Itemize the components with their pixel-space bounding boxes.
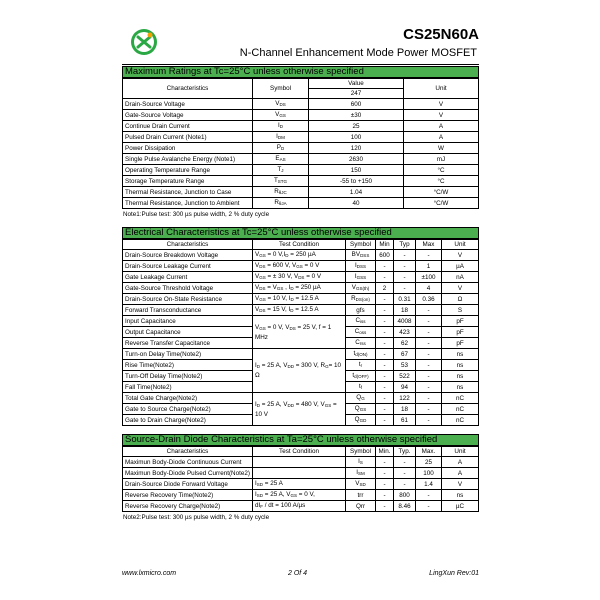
col-test-condition: Test Condition	[253, 447, 346, 457]
cell-typ: 61	[394, 415, 416, 426]
cell-symbol: $BV_{DSS}$	[346, 250, 376, 261]
cell-symbol: $I_{DM}$	[253, 132, 309, 143]
cell-characteristic: Input Capacitance	[123, 316, 253, 327]
cell-value: ±30	[309, 110, 404, 121]
cell-min: -	[376, 490, 394, 501]
cell-test-condition: $V_{GS} = 0$ V, $V_{DS} = 25$ V, f = 1 MHz	[253, 316, 346, 349]
col-characteristics: Characteristics	[123, 79, 253, 99]
cell-unit: pF	[442, 327, 479, 338]
cell-unit: V	[404, 99, 479, 110]
cell-typ: 67	[394, 349, 416, 360]
cell-min: -	[376, 393, 394, 404]
cell-typ: -	[394, 457, 416, 468]
cell-unit: ns	[442, 371, 479, 382]
cell-test-condition: $I_{SD} = 25$ A	[253, 479, 346, 490]
diode-table	[122, 446, 479, 512]
cell-characteristic: Gate Leakage Current	[123, 272, 253, 283]
cell-characteristic: Drain-Source Leakage Current	[123, 261, 253, 272]
cell-test-condition: $dI_F$ / dt = 100 A/µs	[253, 501, 346, 512]
col-unit: Unit	[442, 240, 479, 250]
cell-unit: ns	[442, 382, 479, 393]
cell-min: -	[376, 382, 394, 393]
cell-unit: pF	[442, 316, 479, 327]
cell-typ: -	[394, 272, 416, 283]
cell-characteristic: Rise Time(Note2)	[123, 360, 253, 371]
cell-symbol: $V_{SD}$	[346, 479, 376, 490]
col-characteristics: Characteristics	[123, 240, 253, 250]
table-row	[123, 110, 479, 121]
cell-min: -	[376, 457, 394, 468]
cell-typ: -	[394, 468, 416, 479]
table-row	[123, 99, 479, 110]
cell-value: 40	[309, 198, 404, 209]
cell-test-condition: $V_{GS}$ = ± 30 V, $V_{DS} = 0$ V	[253, 272, 346, 283]
cell-unit: nA	[442, 272, 479, 283]
cell-test-condition: $I_{SD} = 25$ A, $V_{GS} = 0$ V,	[253, 490, 346, 501]
cell-min: -	[376, 349, 394, 360]
cell-max: 100	[416, 468, 442, 479]
cell-min: -	[376, 468, 394, 479]
cell-max: -	[416, 393, 442, 404]
cell-value: 150	[309, 165, 404, 176]
table-row	[123, 132, 479, 143]
table-row	[123, 479, 479, 490]
cell-symbol: $T_{STG}$	[253, 176, 309, 187]
cell-min: -	[376, 305, 394, 316]
cell-max: -	[416, 371, 442, 382]
cell-max: -	[416, 316, 442, 327]
cell-symbol: $Q_{GS}$	[346, 404, 376, 415]
table-row	[123, 165, 479, 176]
col-package: 247	[309, 89, 404, 99]
cell-unit: nC	[442, 393, 479, 404]
cell-value: 2630	[309, 154, 404, 165]
cell-characteristic: Maximun Body-Diode Continuous Current	[123, 457, 253, 468]
cell-characteristic: Operating Temperature Range	[123, 165, 253, 176]
cell-characteristic: Storage Temperature Range	[123, 176, 253, 187]
note1: Note1:Pulse test: 300 µs pulse width, 2 % duty cycle	[123, 211, 270, 218]
electrical-table	[122, 239, 479, 426]
cell-characteristic: Drain-Source Voltage	[123, 99, 253, 110]
cell-characteristic: Output Capacitance	[123, 327, 253, 338]
cell-symbol: trr	[346, 490, 376, 501]
cell-characteristic: Drain-Source Diode Forward Voltage	[123, 479, 253, 490]
cell-max: 0.36	[416, 294, 442, 305]
cell-min: 2	[376, 283, 394, 294]
cell-min: -	[376, 261, 394, 272]
cell-max: ±100	[416, 272, 442, 283]
cell-unit: mJ	[404, 154, 479, 165]
cell-unit: V	[404, 110, 479, 121]
table-row	[123, 283, 479, 294]
cell-characteristic: Pulsed Drain Current (Note1)	[123, 132, 253, 143]
col-test-condition: Test Condition	[253, 240, 346, 250]
cell-test-condition: $I_D = 25$ A, $V_{DD} = 480$ V, $V_{GS} = 10$ V	[253, 393, 346, 426]
cell-value: 100	[309, 132, 404, 143]
cell-max: -	[416, 250, 442, 261]
table-row	[123, 393, 479, 404]
cell-unit: A	[404, 132, 479, 143]
col-symbol: Symbol	[346, 240, 376, 250]
cell-max: -	[416, 415, 442, 426]
cell-unit: ns	[442, 360, 479, 371]
col-unit: Unit	[442, 447, 479, 457]
cell-typ: 4008	[394, 316, 416, 327]
table-row	[123, 187, 479, 198]
footer-company: LingXun Rev:01	[429, 570, 479, 577]
cell-min: -	[376, 479, 394, 490]
cell-min: -	[376, 415, 394, 426]
cell-min: -	[376, 316, 394, 327]
header-row	[123, 240, 479, 250]
cell-test-condition: $V_{DS} = 600$ V, $V_{GS} = 0$ V	[253, 261, 346, 272]
cell-value: 1.04	[309, 187, 404, 198]
cell-min: -	[376, 338, 394, 349]
divider	[122, 64, 479, 65]
cell-symbol: $Q_{GD}$	[346, 415, 376, 426]
electrical-title: Electrical Characteristics at Tc=25°C unless otherwise specified	[122, 227, 479, 239]
cell-symbol: $I_S$	[346, 457, 376, 468]
table-row	[123, 198, 479, 209]
cell-min: -	[376, 272, 394, 283]
table-row	[123, 121, 479, 132]
cell-max: -	[416, 349, 442, 360]
col-value: Value	[309, 79, 404, 89]
cell-characteristic: Fall Time(Note2)	[123, 382, 253, 393]
col-typ: Typ.	[394, 447, 416, 457]
cell-max: -	[416, 327, 442, 338]
cell-characteristic: Gate to Drain Charge(Note2)	[123, 415, 253, 426]
cell-typ: 62	[394, 338, 416, 349]
cell-value: 120	[309, 143, 404, 154]
cell-symbol: $I_D$	[253, 121, 309, 132]
table-row	[123, 154, 479, 165]
cell-symbol: $R_{DS(on)}$	[346, 294, 376, 305]
cell-max: 25	[416, 457, 442, 468]
cell-typ: -	[394, 283, 416, 294]
max-ratings-title: Maximum Ratings at Tc=25°C unless otherwise specified	[122, 66, 479, 78]
cell-max: -	[416, 305, 442, 316]
cell-unit: µC	[442, 501, 479, 512]
cell-max: 4	[416, 283, 442, 294]
col-characteristics: Characteristics	[123, 447, 253, 457]
table-row	[123, 176, 479, 187]
cell-symbol: $C_{rss}$	[346, 338, 376, 349]
cell-unit: ns	[442, 349, 479, 360]
table-row	[123, 250, 479, 261]
cell-typ: 8.46	[394, 501, 416, 512]
cell-unit: ns	[442, 490, 479, 501]
cell-characteristic: Drain-Source Breakdown Voltage	[123, 250, 253, 261]
cell-unit: pF	[442, 338, 479, 349]
table-row	[123, 316, 479, 327]
cell-typ: -	[394, 479, 416, 490]
cell-symbol: $t_f$	[346, 382, 376, 393]
cell-symbol: $V_{GS(th)}$	[346, 283, 376, 294]
cell-unit: nC	[442, 415, 479, 426]
cell-symbol: $C_{iss}$	[346, 316, 376, 327]
cell-characteristic: Power Dissipation	[123, 143, 253, 154]
cell-test-condition: $V_{GS} = 10$ V, $I_D = 12.5$ A	[253, 294, 346, 305]
cell-unit: °C	[404, 165, 479, 176]
cell-typ: 53	[394, 360, 416, 371]
cell-symbol: $E_{AS}$	[253, 154, 309, 165]
cell-typ: -	[394, 250, 416, 261]
cell-value: -55 to +150	[309, 176, 404, 187]
table-row	[123, 272, 479, 283]
cell-unit: °C	[404, 176, 479, 187]
cell-symbol: $V_{DS}$	[253, 99, 309, 110]
part-number: CS25N60A	[403, 26, 479, 43]
cell-symbol: $t_r$	[346, 360, 376, 371]
cell-symbol: Qrr	[346, 501, 376, 512]
table-row	[123, 468, 479, 479]
cell-unit: V	[442, 479, 479, 490]
cell-unit: S	[442, 305, 479, 316]
cell-characteristic: Reverse Recovery Charge(Note2)	[123, 501, 253, 512]
cell-typ: 423	[394, 327, 416, 338]
cell-max: 1	[416, 261, 442, 272]
cell-symbol: $V_{GS}$	[253, 110, 309, 121]
cell-symbol: $I_{DSS}$	[346, 261, 376, 272]
cell-min: 600	[376, 250, 394, 261]
cell-typ: 800	[394, 490, 416, 501]
cell-characteristic: Forward Transconductance	[123, 305, 253, 316]
cell-max: -	[416, 382, 442, 393]
col-max: Max	[416, 240, 442, 250]
cell-test-condition	[253, 457, 346, 468]
cell-symbol: $I_{GSS}$	[346, 272, 376, 283]
note2: Note2:Pulse test: 300 µs pulse width, 2 % duty cycle	[123, 514, 270, 521]
cell-characteristic: Turn-Off Delay Time(Note2)	[123, 371, 253, 382]
cell-symbol: $Q_G$	[346, 393, 376, 404]
cell-typ: 94	[394, 382, 416, 393]
cell-symbol: $R_{\theta JA}$	[253, 198, 309, 209]
cell-unit: A	[404, 121, 479, 132]
table-row	[123, 501, 479, 512]
cell-characteristic: Turn-on Delay Time(Note2)	[123, 349, 253, 360]
cell-symbol: $C_{oss}$	[346, 327, 376, 338]
table-row	[123, 349, 479, 360]
subtitle: N-Channel Enhancement Mode Power MOSFET	[239, 47, 477, 59]
cell-characteristic: Single Pulse Avalanche Energy (Note1)	[123, 154, 253, 165]
cell-unit: V	[442, 283, 479, 294]
cell-unit: W	[404, 143, 479, 154]
cell-max: -	[416, 360, 442, 371]
cell-test-condition	[253, 468, 346, 479]
cell-characteristic: Gate to Source Charge(Note2)	[123, 404, 253, 415]
footer-page: 2 Of 4	[288, 570, 308, 577]
cell-characteristic: Maximun Body-Diode Pulsed Current(Note2)	[123, 468, 253, 479]
cell-symbol: $I_{SM}$	[346, 468, 376, 479]
cell-characteristic: Gate-Source Voltage	[123, 110, 253, 121]
footer-url[interactable]: www.lxmicro.com	[122, 570, 177, 577]
cell-value: 600	[309, 99, 404, 110]
cell-test-condition: $V_{DS} = V_{GS}$ , $I_D = 250$ µA	[253, 283, 346, 294]
cell-max: -	[416, 404, 442, 415]
cell-typ: 0.31	[394, 294, 416, 305]
cell-min: -	[376, 404, 394, 415]
cell-max: 1.4	[416, 479, 442, 490]
cell-unit: Ω	[442, 294, 479, 305]
cell-characteristic: Continue Drain Current	[123, 121, 253, 132]
cell-test-condition: $V_{DS} = 15$ V, $I_D = 12.5$ A	[253, 305, 346, 316]
cell-characteristic: Thermal Resistance, Junction to Case	[123, 187, 253, 198]
cell-min: -	[376, 501, 394, 512]
cell-unit: A	[442, 468, 479, 479]
table-row	[123, 457, 479, 468]
table-row	[123, 305, 479, 316]
cell-characteristic: Drain-Source On-State Resistance	[123, 294, 253, 305]
lingxun-logo-icon	[130, 28, 158, 56]
cell-characteristic: Reverse Recovery Time(Note2)	[123, 490, 253, 501]
max-ratings-table	[122, 78, 479, 209]
header-row	[123, 447, 479, 457]
cell-unit: °C/W	[404, 198, 479, 209]
table-row	[123, 143, 479, 154]
cell-unit: A	[442, 457, 479, 468]
cell-characteristic: Reverse Transfer Capacitance	[123, 338, 253, 349]
cell-min: -	[376, 371, 394, 382]
cell-min: -	[376, 360, 394, 371]
cell-unit: µA	[442, 261, 479, 272]
cell-max: -	[416, 490, 442, 501]
table-row	[123, 490, 479, 501]
cell-min: -	[376, 294, 394, 305]
cell-symbol: $t_{d(OFF)}$	[346, 371, 376, 382]
cell-max: -	[416, 338, 442, 349]
cell-symbol: $R_{\theta JC}$	[253, 187, 309, 198]
cell-unit: nC	[442, 404, 479, 415]
cell-typ: 18	[394, 404, 416, 415]
cell-typ: 18	[394, 305, 416, 316]
cell-min: -	[376, 327, 394, 338]
diode-title: Source-Drain Diode Characteristics at Ta=25°C unless otherwise specified	[122, 434, 479, 446]
cell-typ: 522	[394, 371, 416, 382]
col-typ: Typ	[394, 240, 416, 250]
table-row	[123, 294, 479, 305]
cell-unit: V	[442, 250, 479, 261]
cell-symbol: gfs	[346, 305, 376, 316]
cell-symbol: $P_D$	[253, 143, 309, 154]
cell-symbol: $t_{d(ON)}$	[346, 349, 376, 360]
cell-characteristic: Gate-Source Threshold Voltage	[123, 283, 253, 294]
cell-typ: 122	[394, 393, 416, 404]
col-symbol: Symbol	[346, 447, 376, 457]
cell-characteristic: Thermal Resistance, Junction to Ambient	[123, 198, 253, 209]
cell-typ: -	[394, 261, 416, 272]
col-min: Min.	[376, 447, 394, 457]
cell-characteristic: Total Gate Charge(Note2)	[123, 393, 253, 404]
cell-max: -	[416, 501, 442, 512]
header	[122, 22, 479, 66]
cell-value: 25	[309, 121, 404, 132]
cell-test-condition: $I_D = 25$ A, $V_{DD} = 300$ V, $R_G= 10$ Ω	[253, 349, 346, 393]
col-symbol: Symbol	[253, 79, 309, 99]
col-max: Max.	[416, 447, 442, 457]
cell-symbol: $T_J$	[253, 165, 309, 176]
cell-test-condition: $V_{GS} = 0$ $V,I_D = 250$ µA	[253, 250, 346, 261]
col-unit: Unit	[404, 79, 479, 99]
datasheet-page	[122, 22, 479, 577]
cell-unit: °C/W	[404, 187, 479, 198]
table-row	[123, 261, 479, 272]
col-min: Min	[376, 240, 394, 250]
